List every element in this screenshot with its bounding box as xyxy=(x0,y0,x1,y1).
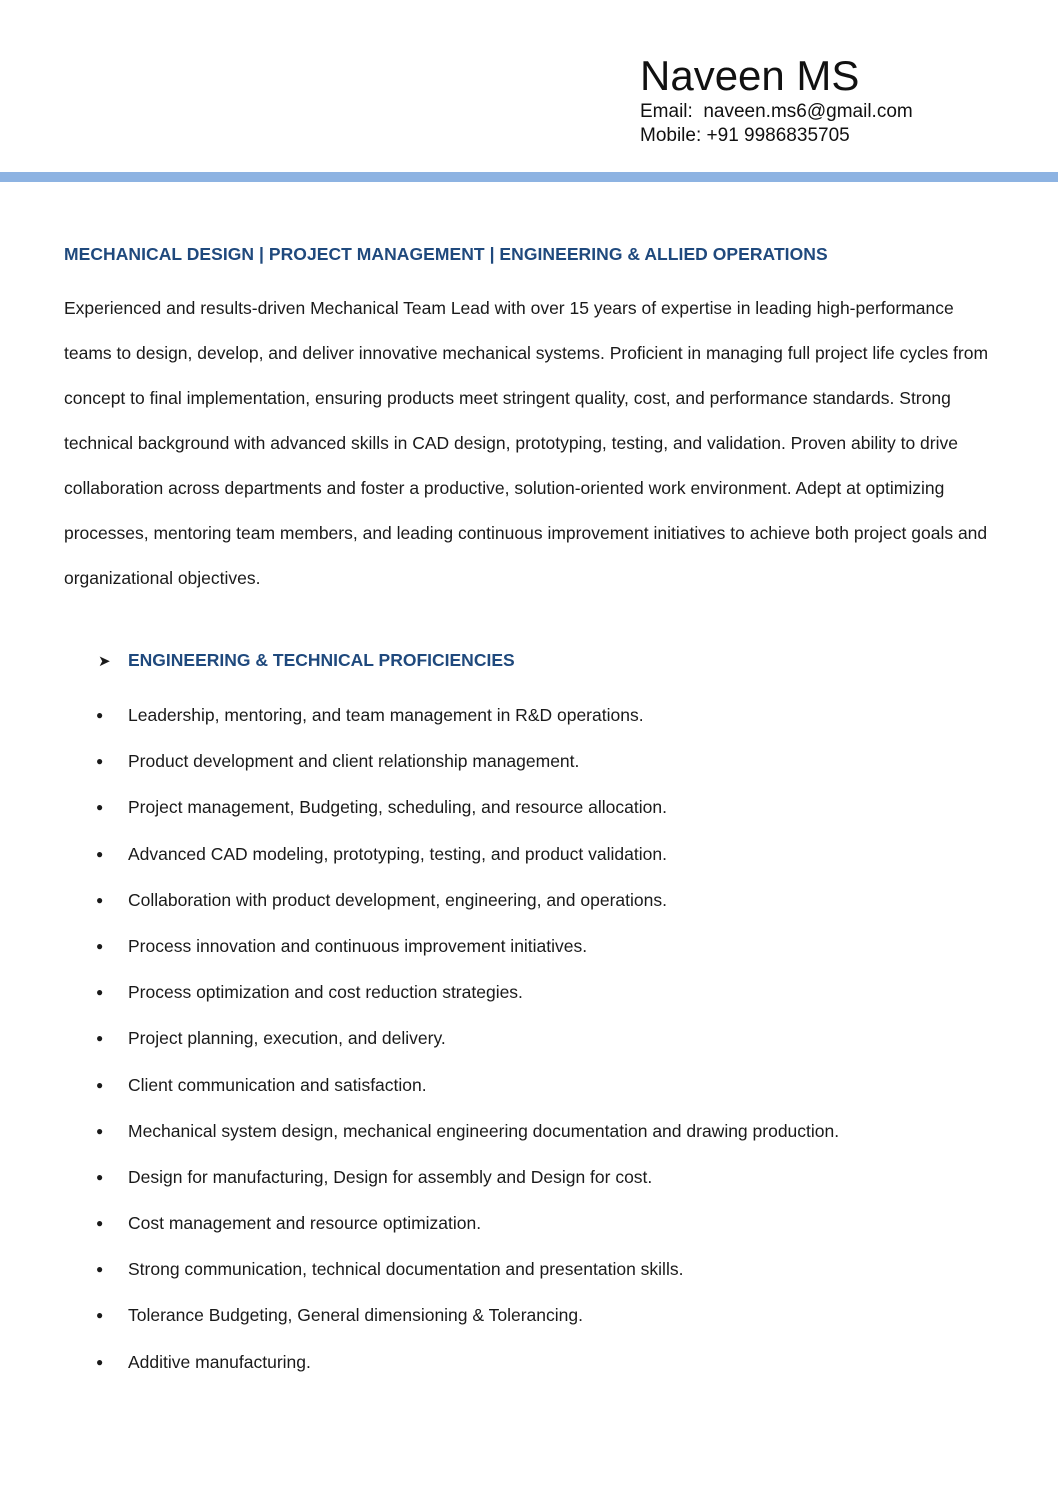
professional-headline: MECHANICAL DESIGN | PROJECT MANAGEMENT | ENGINEERING & ALLIED OPERATIONS xyxy=(64,244,828,264)
list-item xyxy=(92,1292,839,1338)
list-item xyxy=(92,692,839,738)
bullet-icon: ● xyxy=(96,892,104,907)
bullet-icon: ● xyxy=(96,800,104,815)
list-item-text: Mechanical system design, mechanical engineering documentation and drawing production. xyxy=(128,1120,840,1141)
list-item-text: Process innovation and continuous improvement initiatives. xyxy=(128,935,588,956)
bullet-icon: ● xyxy=(96,754,104,769)
mobile-line: Mobile: +91 9986835705 xyxy=(640,125,850,146)
bullet-icon: ● xyxy=(96,1031,104,1046)
list-item xyxy=(92,877,839,923)
bullet-icon: ● xyxy=(96,1123,104,1138)
list-item xyxy=(92,1015,839,1061)
list-item xyxy=(92,969,839,1015)
list-item-text: Tolerance Budgeting, General dimensioning & Tolerancing. xyxy=(128,1305,583,1326)
bullet-icon: ● xyxy=(96,1354,104,1369)
list-item-text: Cost management and resource optimization. xyxy=(128,1213,482,1234)
bullet-icon: ● xyxy=(96,708,104,722)
list-item-text: Strong communication, technical documentation and presentation skills. xyxy=(128,1259,684,1280)
list-item-text: Process optimization and cost reduction strategies. xyxy=(128,982,523,1003)
list-item xyxy=(92,923,839,969)
list-item xyxy=(92,1339,839,1385)
bullet-icon: ● xyxy=(96,1262,104,1277)
list-item xyxy=(92,1154,839,1200)
list-item-text: Project management, Budgeting, scheduling, and resource allocation. xyxy=(128,797,667,818)
arrow-icon: ➤ xyxy=(98,652,111,670)
list-item xyxy=(92,738,839,784)
list-item xyxy=(92,1108,839,1154)
skills-list xyxy=(92,692,839,1385)
list-item xyxy=(92,1246,839,1292)
list-item-text: Additive manufacturing. xyxy=(128,1351,311,1372)
list-item-text: Project planning, execution, and delivery. xyxy=(128,1028,446,1049)
list-item-text: Design for manufacturing, Design for assembly and Design for cost. xyxy=(128,1166,653,1187)
resume-header xyxy=(640,52,913,148)
bullet-icon: ● xyxy=(96,1169,104,1184)
bullet-icon: ● xyxy=(96,938,104,953)
list-item-text: Leadership, mentoring, and team management in R&D operations. xyxy=(128,705,644,725)
bullet-icon: ● xyxy=(96,1216,104,1231)
section-heading xyxy=(98,650,515,671)
bullet-icon: ● xyxy=(96,985,104,1000)
list-item-text: Advanced CAD modeling, prototyping, testing, and product validation. xyxy=(128,843,667,864)
list-item-text: Collaboration with product development, engineering, and operations. xyxy=(128,889,667,910)
profile-summary: Experienced and results-driven Mechanical Team Lead with over 15 years of expertise in leading high-performance teams to design, develop, and deliver innovative mechanical systems. Proficient in managing full project life cycles from concept to final implementation, ensuring products meet stringent quality, cost, and performance standards. Strong technical background with advanced skills in CAD design, prototyping, testing, and validation. Proven ability to drive collaboration across departments and foster a productive, solution-oriented work environment. Adept at optimizing processes, mentoring team members, and leading continuous improvement initiatives to achieve both project goals and organizational objectives. xyxy=(64,298,989,588)
bullet-icon: ● xyxy=(96,1308,104,1323)
candidate-name: Naveen MS xyxy=(640,52,860,99)
list-item-text: Client communication and satisfaction. xyxy=(128,1074,427,1095)
list-item xyxy=(92,1062,839,1108)
list-item xyxy=(92,784,839,830)
header-divider xyxy=(0,172,1058,182)
list-item xyxy=(92,831,839,877)
list-item xyxy=(92,1200,839,1246)
bullet-icon: ● xyxy=(96,1077,104,1092)
bullet-icon: ● xyxy=(96,846,104,861)
list-item-text: Product development and client relationship management. xyxy=(128,751,580,772)
section-heading-text: ENGINEERING & TECHNICAL PROFICIENCIES xyxy=(128,650,515,670)
email-line: Email: naveen.ms6@gmail.com xyxy=(640,101,913,122)
